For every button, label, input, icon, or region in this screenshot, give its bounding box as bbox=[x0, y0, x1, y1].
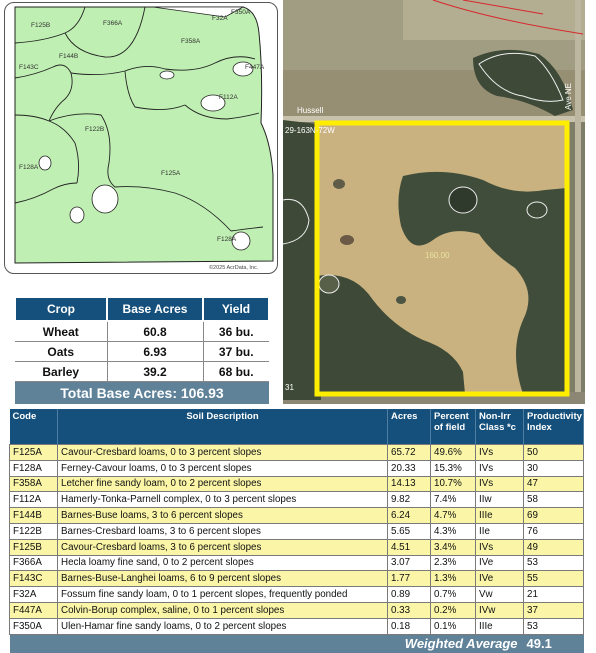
soil-percent: 0.2% bbox=[431, 602, 476, 618]
soil-acres: 1.77 bbox=[388, 571, 431, 587]
soil-class: IVe bbox=[476, 555, 524, 571]
soil-code: F366A bbox=[10, 555, 58, 571]
soil-class: IVs bbox=[476, 539, 524, 555]
base-acres-header: Base Acres bbox=[107, 298, 203, 321]
soil-percent: 0.7% bbox=[431, 587, 476, 603]
table-row bbox=[10, 508, 584, 524]
soil-percent: 4.7% bbox=[431, 508, 476, 524]
soil-class: IVs bbox=[476, 460, 524, 476]
road-label-ave: Ave NE bbox=[564, 83, 573, 110]
map-label-f143c: F143C bbox=[19, 64, 39, 71]
crop-table bbox=[14, 298, 270, 404]
soil-percent: 15.3% bbox=[431, 460, 476, 476]
crop-row bbox=[15, 342, 269, 362]
soil-class: IIIe bbox=[476, 508, 524, 524]
soil-class: IVs bbox=[476, 445, 524, 461]
soil-code: F447A bbox=[10, 602, 58, 618]
percent-header: Percent of field bbox=[431, 409, 476, 445]
soil-acres: 0.89 bbox=[388, 587, 431, 603]
weighted-average-value: 49.1 bbox=[524, 634, 584, 653]
soil-index: 49 bbox=[524, 539, 584, 555]
soil-class: IVw bbox=[476, 602, 524, 618]
soil-description: Ulen-Hamar fine sandy loams, 0 to 2 percent slopes bbox=[58, 618, 388, 634]
table-row bbox=[10, 618, 584, 634]
crop-row bbox=[15, 362, 269, 382]
soil-index: 30 bbox=[524, 460, 584, 476]
road-label-hussell: Hussell bbox=[297, 106, 324, 115]
acres-header: Acres bbox=[388, 409, 431, 445]
soil-code: F112A bbox=[10, 492, 58, 508]
soil-code: F143C bbox=[10, 571, 58, 587]
soil-description: Fossum fine sandy loam, 0 to 1 percent slopes, frequently ponded bbox=[58, 587, 388, 603]
soil-acres: 4.51 bbox=[388, 539, 431, 555]
soil-percent: 0.1% bbox=[431, 618, 476, 634]
soil-class: IIIe bbox=[476, 618, 524, 634]
soil-code: F358A bbox=[10, 476, 58, 492]
soil-code: F125B bbox=[10, 539, 58, 555]
soil-acres: 3.07 bbox=[388, 555, 431, 571]
map-label-f128a-right: F128A bbox=[217, 236, 237, 243]
soil-index: 50 bbox=[524, 445, 584, 461]
index-header: Productivity Index bbox=[524, 409, 584, 445]
soil-table bbox=[9, 409, 584, 653]
crop-acres: 60.8 bbox=[107, 321, 203, 342]
soil-class: IVe bbox=[476, 571, 524, 587]
map-label-f112a: F112A bbox=[219, 94, 238, 101]
soil-class: Vw bbox=[476, 587, 524, 603]
soil-acres: 20.33 bbox=[388, 460, 431, 476]
crop-name: Wheat bbox=[15, 321, 107, 342]
code-header: Code bbox=[10, 409, 58, 445]
total-base-acres-row bbox=[15, 382, 269, 405]
soil-percent: 49.6% bbox=[431, 445, 476, 461]
total-base-acres-label: Total Base Acres: bbox=[60, 385, 177, 401]
soil-index: 53 bbox=[524, 555, 584, 571]
soil-acres: 6.24 bbox=[388, 508, 431, 524]
field-acres-label: 160.00 bbox=[425, 251, 450, 260]
soil-acres: 5.65 bbox=[388, 523, 431, 539]
soil-acres: 14.13 bbox=[388, 476, 431, 492]
crop-name: Barley bbox=[15, 362, 107, 382]
crop-acres: 6.93 bbox=[107, 342, 203, 362]
crop-header: Crop bbox=[15, 298, 107, 321]
crop-yield: 68 bu. bbox=[203, 362, 269, 382]
map-label-f122b: F122B bbox=[85, 126, 105, 133]
soil-map-drawing bbox=[5, 3, 277, 273]
soil-description: Ferney-Cavour loams, 0 to 3 percent slopes bbox=[58, 460, 388, 476]
soil-acres: 0.18 bbox=[388, 618, 431, 634]
soil-index: 37 bbox=[524, 602, 584, 618]
soil-index: 53 bbox=[524, 618, 584, 634]
soil-class: IVs bbox=[476, 476, 524, 492]
soil-index: 21 bbox=[524, 587, 584, 603]
soil-description: Hecla loamy fine sand, 0 to 2 percent slopes bbox=[58, 555, 388, 571]
soil-index: 47 bbox=[524, 476, 584, 492]
soil-code: F122B bbox=[10, 523, 58, 539]
soil-description: Barnes-Cresbard loams, 3 to 6 percent slopes bbox=[58, 523, 388, 539]
soil-description: Hamerly-Tonka-Parnell complex, 0 to 3 percent slopes bbox=[58, 492, 388, 508]
table-row bbox=[10, 445, 584, 461]
soil-class: IIe bbox=[476, 523, 524, 539]
soil-percent: 10.7% bbox=[431, 476, 476, 492]
map-label-f366a: F366A bbox=[103, 20, 123, 27]
map-label-f350a: F350A bbox=[231, 9, 251, 16]
table-row bbox=[10, 476, 584, 492]
table-row bbox=[10, 587, 584, 603]
map-label-f32a: F32A bbox=[212, 15, 228, 22]
soil-index: 69 bbox=[524, 508, 584, 524]
total-base-acres-value: 106.93 bbox=[180, 385, 224, 401]
soil-code: F144B bbox=[10, 508, 58, 524]
soil-description: Barnes-Buse-Langhei loams, 6 to 9 percent slopes bbox=[58, 571, 388, 587]
soil-acres: 9.82 bbox=[388, 492, 431, 508]
soil-percent: 1.3% bbox=[431, 571, 476, 587]
map-label-f358a: F358A bbox=[181, 38, 201, 45]
table-row bbox=[10, 571, 584, 587]
soil-acres: 65.72 bbox=[388, 445, 431, 461]
soil-description: Letcher fine sandy loam, 0 to 2 percent slopes bbox=[58, 476, 388, 492]
table-row bbox=[10, 492, 584, 508]
soil-code: F32A bbox=[10, 587, 58, 603]
soil-description: Cavour-Cresbard loams, 3 to 6 percent slopes bbox=[58, 539, 388, 555]
table-row bbox=[10, 539, 584, 555]
table-row bbox=[10, 602, 584, 618]
yield-header: Yield bbox=[203, 298, 269, 321]
soil-percent: 4.3% bbox=[431, 523, 476, 539]
map-label-f447a: F447A bbox=[245, 64, 265, 71]
soil-index: 58 bbox=[524, 492, 584, 508]
map-label-f125b: F125B bbox=[31, 22, 51, 29]
soil-percent: 7.4% bbox=[431, 492, 476, 508]
table-row bbox=[10, 555, 584, 571]
soil-code: F128A bbox=[10, 460, 58, 476]
road-label-section: 29-163N-72W bbox=[285, 126, 335, 135]
map-copyright: ©2025 AcrData, Inc. bbox=[209, 265, 259, 271]
soil-code: F350A bbox=[10, 618, 58, 634]
soil-class: IIw bbox=[476, 492, 524, 508]
soil-map bbox=[4, 2, 278, 274]
map-label-f144b: F144B bbox=[59, 53, 79, 60]
table-row bbox=[10, 523, 584, 539]
soil-description: Cavour-Cresbard loams, 0 to 3 percent slopes bbox=[58, 445, 388, 461]
crop-row bbox=[15, 321, 269, 342]
aerial-photo bbox=[283, 0, 585, 404]
crop-name: Oats bbox=[15, 342, 107, 362]
class-header: Non-Irr Class *c bbox=[476, 409, 524, 445]
corner-label: 31 bbox=[285, 383, 294, 392]
description-header: Soil Description bbox=[58, 409, 388, 445]
soil-index: 76 bbox=[524, 523, 584, 539]
crop-acres: 39.2 bbox=[107, 362, 203, 382]
soil-percent: 2.3% bbox=[431, 555, 476, 571]
soil-description: Colvin-Borup complex, saline, 0 to 1 percent slopes bbox=[58, 602, 388, 618]
map-label-f125a: F125A bbox=[161, 170, 181, 177]
soil-code: F125A bbox=[10, 445, 58, 461]
soil-acres: 0.33 bbox=[388, 602, 431, 618]
soil-index: 55 bbox=[524, 571, 584, 587]
weighted-average-label: Weighted Average bbox=[10, 634, 524, 653]
map-label-f128a-left: F128A bbox=[19, 164, 39, 171]
aerial-photo-drawing bbox=[283, 0, 585, 404]
crop-yield: 36 bu. bbox=[203, 321, 269, 342]
weighted-average-row bbox=[10, 634, 584, 653]
soil-description: Barnes-Buse loams, 3 to 6 percent slopes bbox=[58, 508, 388, 524]
crop-yield: 37 bu. bbox=[203, 342, 269, 362]
soil-percent: 3.4% bbox=[431, 539, 476, 555]
table-row bbox=[10, 460, 584, 476]
